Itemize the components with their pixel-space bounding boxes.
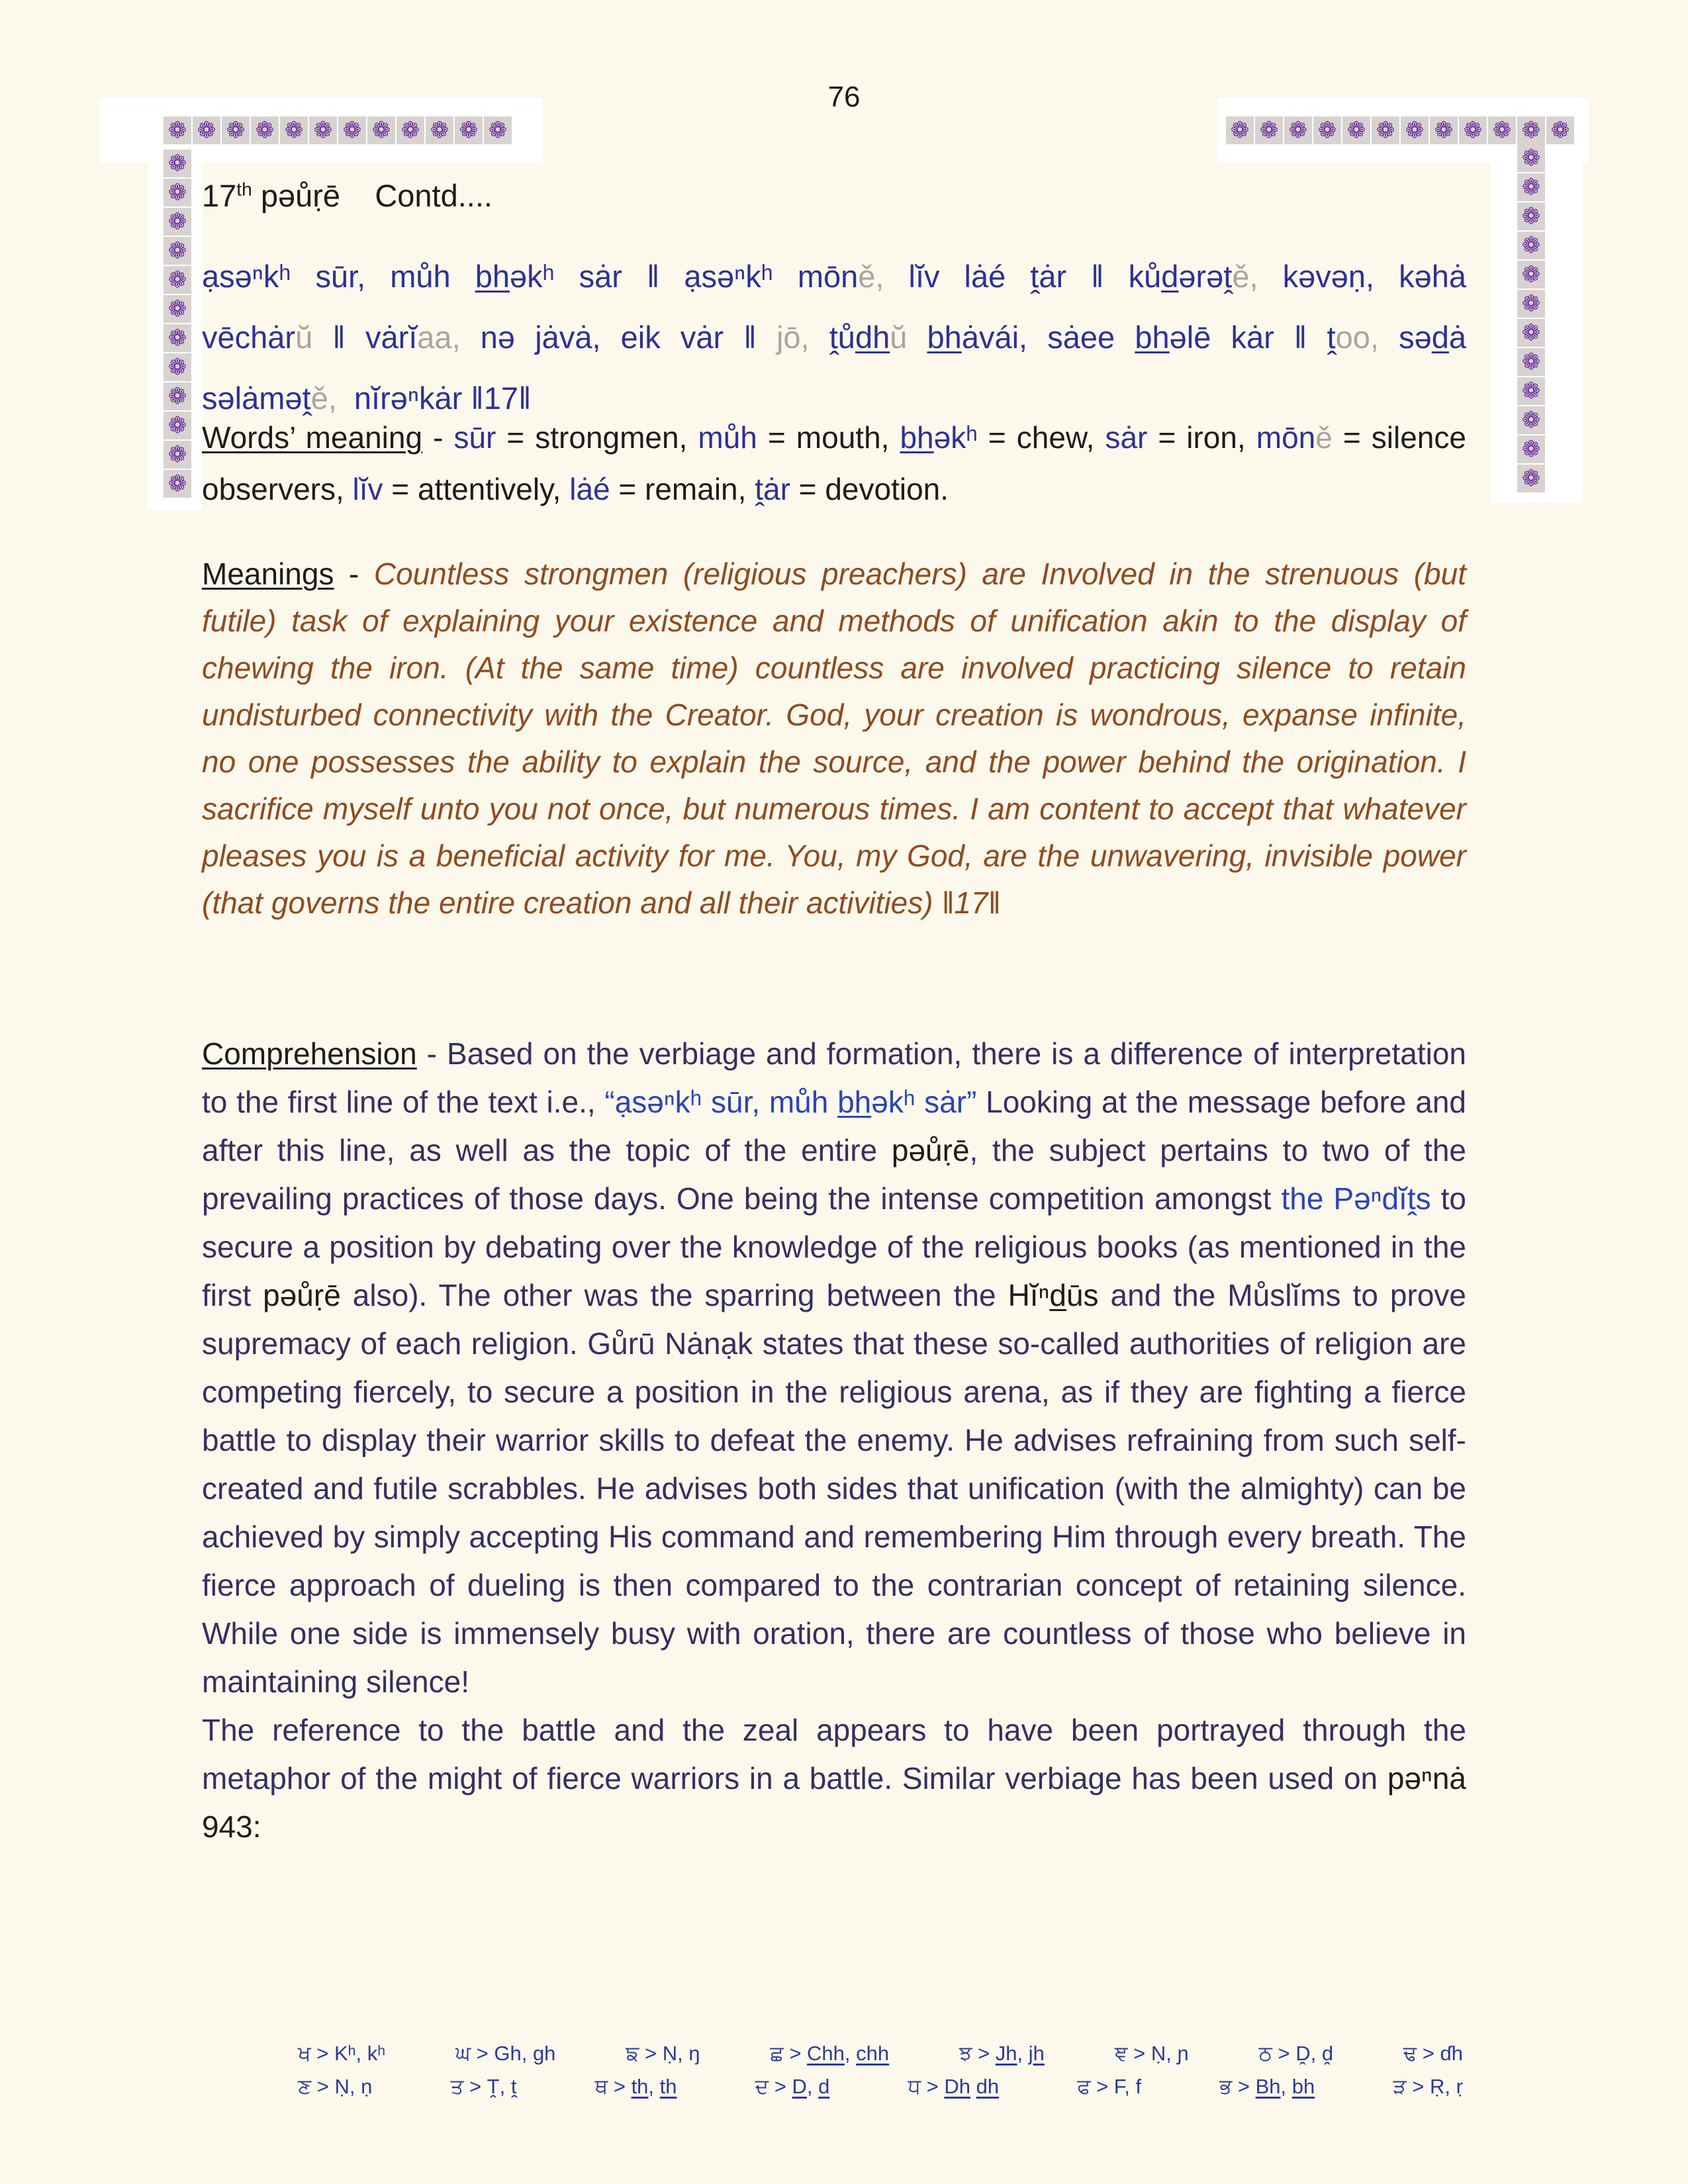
flower-icon: ❁: [1255, 116, 1283, 144]
letter-mapping: [770, 2037, 889, 2070]
flower-icon: ❁: [193, 116, 220, 144]
text-segment: ਖ > Kʰ, kʰ: [298, 2042, 386, 2065]
letter-mapping: [1077, 2070, 1141, 2103]
text-segment: pəⁿnȧ 943:: [202, 1761, 1466, 1844]
text-segment: əlē kȧr ‖ ṱ: [1169, 320, 1336, 355]
text-segment: ṱů: [809, 320, 855, 355]
flower-icon: ❁: [397, 116, 424, 144]
flower-icon: ❁: [164, 353, 191, 381]
text-segment: ě,: [858, 259, 884, 294]
text-segment: d: [1431, 320, 1449, 355]
text-segment: = chew,: [977, 420, 1105, 455]
text-segment: ਣ > Ṇ, ṇ: [298, 2075, 373, 2098]
text-segment: = strongmen,: [496, 420, 698, 455]
text-segment: ərəṱ: [1178, 259, 1233, 294]
ornament-strip-right: [1517, 144, 1545, 492]
text-segment: ਞ > Ṇ, ɲ: [1114, 2042, 1189, 2065]
flower-icon: ❁: [484, 116, 512, 144]
text-segment: ,: [844, 2042, 857, 2065]
text-segment: bh: [900, 420, 934, 455]
flower-icon: ❁: [164, 295, 191, 323]
text-segment: ਦ >: [755, 2075, 792, 2098]
text-segment: to secure a position by debating over the knowledge of the religious books (as mentioned in the first: [202, 1181, 1466, 1312]
text-segment: = attentively,: [383, 472, 570, 506]
flower-icon: ❁: [1313, 116, 1341, 144]
text-segment: ě,: [310, 381, 337, 416]
flower-icon: ❁: [164, 237, 191, 265]
flower-icon: ❁: [164, 179, 191, 206]
text-segment: ě,: [1232, 259, 1258, 294]
text-segment: ਛ >: [770, 2042, 808, 2065]
flower-icon: ❁: [1517, 377, 1545, 405]
text-segment: The reference to the battle and the zeal appears to have been portrayed through the metaphor of the might of fierce warriors in a battle. Similar verbiage has been used on: [202, 1713, 1466, 1796]
text-segment: Comprehension: [202, 1036, 417, 1071]
letter-mapping: [908, 2070, 1000, 2103]
text-segment: nĭrəⁿkȧr ‖17‖: [336, 381, 532, 416]
text-segment: ਫ > F, f: [1077, 2075, 1142, 2098]
text-segment: dh: [976, 2075, 1000, 2098]
text-segment: = devotion.: [790, 472, 949, 506]
flower-icon: ❁: [1372, 116, 1399, 144]
text-segment: Dh: [944, 2075, 970, 2098]
flower-icon: ❁: [1342, 116, 1370, 144]
flower-icon: ❁: [164, 470, 191, 498]
text-segment: ȧvái, sȧee: [961, 320, 1135, 355]
gurbani-line: [202, 307, 1466, 368]
letter-mapping: [1403, 2037, 1463, 2070]
text-segment: Hĭⁿ: [1008, 1278, 1050, 1312]
flower-icon: ❁: [164, 441, 191, 469]
text-segment: “ạsəⁿkʰ sūr, můh: [604, 1085, 838, 1119]
words-meaning-paragraph: [202, 412, 1466, 515]
text-segment: th: [236, 178, 252, 200]
flower-icon: ❁: [1517, 319, 1545, 347]
letter-mapping: [1393, 2070, 1463, 2103]
section-heading: [202, 177, 1466, 214]
text-segment: lȧé: [569, 472, 610, 506]
text-segment: 17: [202, 178, 237, 213]
flower-icon: ❁: [1401, 116, 1429, 144]
text-segment: sȧr: [1105, 420, 1148, 455]
text-segment: Countless strongmen (religious preachers) are Involved in the strenuous (but futile) task of explaining your existence and methods of unification akin to the display of chewing the iron. (At the same time) countless are involved practicing silence to retain undisturbed connectivity with the Creator. God, your creation is wondrous, expanse infinite, no one possesses the ability to explain the source, and the power behind the origination. I sacrifice myself unto you not once, but numerous times. I am content to accept that whatever pleases you is a beneficial activity for me. You, my God, are the unwavering, invisible power (that governs the entire creation and all their activities) ‖17‖: [202, 557, 1467, 920]
text-segment: ਧ >: [908, 2075, 945, 2098]
text-segment: ȧ: [1448, 320, 1466, 355]
comprehension-paragraph: [202, 1706, 1466, 1851]
letter-mapping: [1259, 2037, 1334, 2070]
flower-icon: ❁: [1546, 116, 1574, 144]
page-number: 76: [827, 81, 861, 113]
text-segment: bh: [837, 1085, 872, 1119]
letter-mapping: [455, 2037, 555, 2070]
text-segment: jh: [1028, 2042, 1045, 2065]
letter-mapping: [1115, 2037, 1189, 2070]
comprehension-section: [202, 1030, 1466, 1851]
flower-icon: ❁: [164, 383, 191, 410]
transliteration-key: [298, 2037, 1463, 2103]
letter-mapping: [1219, 2070, 1315, 2103]
text-segment: = remain,: [610, 472, 755, 506]
text-segment: ŭ: [295, 320, 313, 355]
text-segment: ਤ > Ṱ, ṱ: [450, 2075, 517, 2098]
ornament-strip-top-right: [1226, 116, 1574, 144]
gurbani-transliteration: [202, 246, 1466, 429]
flower-icon: ❁: [338, 116, 366, 144]
ornament-strip-left: [164, 150, 191, 498]
text-segment: ‖ vȧrĭ: [312, 320, 418, 355]
text-segment: - Based on the verbiage and formation, there is a difference of interpretation to the first line of the text i.e.,: [202, 1036, 1466, 1119]
text-segment: jō,: [776, 320, 810, 355]
meanings-paragraph: [202, 551, 1466, 927]
flower-icon: ❁: [1517, 261, 1545, 289]
text-segment: ਠ > Ḓ, ḓ: [1258, 2042, 1334, 2065]
text-segment: pəůṛē: [263, 1278, 341, 1312]
letter-mapping: [298, 2070, 372, 2103]
text-segment: vēchȧr: [202, 320, 296, 355]
flower-icon: ❁: [222, 116, 250, 144]
flower-icon: ❁: [426, 116, 453, 144]
flower-icon: ❁: [164, 116, 191, 144]
flower-icon: ❁: [164, 150, 191, 177]
text-segment: d: [818, 2075, 830, 2098]
text-segment: bh: [927, 320, 962, 355]
text-segment: mōn: [1256, 420, 1316, 455]
text-segment: th: [631, 2075, 649, 2098]
comprehension-paragraph: [202, 1030, 1466, 1706]
text-segment: ,: [648, 2075, 660, 2098]
flower-icon: ❁: [164, 412, 191, 439]
flower-icon: ❁: [280, 116, 308, 144]
text-segment: [340, 178, 375, 213]
flower-icon: ❁: [1517, 203, 1545, 230]
text-segment: [970, 2075, 976, 2098]
text-segment: = mouth,: [757, 420, 900, 455]
text-segment: ਥ >: [594, 2075, 632, 2098]
text-segment: bh: [1135, 320, 1170, 355]
text-segment: the Pəⁿdĭṱs: [1281, 1181, 1431, 1216]
letter-mapping: [595, 2070, 677, 2103]
flower-icon: ❁: [164, 324, 191, 352]
text-segment: ūs: [1066, 1278, 1099, 1312]
text-segment: [907, 320, 927, 355]
text-segment: ě: [1315, 420, 1333, 455]
text-segment: pəůṛē: [891, 1133, 970, 1167]
text-segment: pəůṛē: [252, 178, 341, 213]
text-segment: and the Můslĭms to prove supremacy of each religion. Gůrū Nȧnạk states that these so-called authorities of religion are competing fiercely, to secure a position in the religious arena, as if they are fighting a fierce battle to display their warrior skills to defeat the enemy. He advises refraining from such self-created and futile scrabbles. He advises both sides that unification (with the almighty) can be achieved by simply accepting His command and remembering Him through every breath. The fierce approach of dueling is then compared to the contrarian concept of retaining silence. While one side is immensely busy with oration, there are countless of those who believe in maintaining silence!: [202, 1278, 1466, 1699]
letter-mapping: [755, 2070, 830, 2103]
transliteration-key-row: [298, 2037, 1463, 2070]
text-segment: nə jȧvȧ, eik vȧr ‖: [460, 320, 776, 355]
text-segment: Meanings: [202, 557, 334, 591]
flower-icon: ❁: [1517, 348, 1545, 376]
text-segment: kəvəṇ, kəhȧ: [1258, 259, 1466, 294]
flower-icon: ❁: [367, 116, 395, 144]
text-segment: ạsəⁿkʰ sūr, můh: [202, 259, 475, 294]
text-segment: -: [334, 557, 374, 591]
text-segment: Looking at the message before and after this line, as well as the topic of the entire: [202, 1085, 1466, 1167]
ornament-strip-top-left: [164, 116, 512, 144]
text-segment: th: [659, 2075, 677, 2098]
flower-icon: ❁: [1430, 116, 1458, 144]
flower-icon: ❁: [1517, 144, 1545, 172]
text-segment: chh: [856, 2042, 890, 2065]
text-segment: ਢ > ɗh: [1403, 2042, 1463, 2065]
flower-icon: ❁: [1488, 116, 1516, 144]
flower-icon: ❁: [455, 116, 483, 144]
letter-mapping: [298, 2037, 385, 2070]
text-segment: = iron,: [1147, 420, 1256, 455]
flower-icon: ❁: [309, 116, 337, 144]
text-segment: lĭv: [352, 472, 383, 506]
text-segment: sūr: [453, 420, 496, 455]
text-segment: Words’ meaning: [202, 420, 423, 455]
flower-icon: ❁: [1517, 116, 1545, 144]
text-segment: Jh: [995, 2042, 1017, 2065]
flower-icon: ❁: [1284, 116, 1312, 144]
gurbani-line: [202, 246, 1466, 307]
text-segment: ṱȧr: [755, 472, 790, 506]
text-segment: ਭ >: [1219, 2075, 1256, 2098]
text-segment: aa,: [417, 320, 461, 355]
text-segment: ਝ >: [959, 2042, 996, 2065]
flower-icon: ❁: [1517, 435, 1545, 463]
flower-icon: ❁: [1517, 465, 1545, 492]
flower-icon: ❁: [1226, 116, 1254, 144]
flower-icon: ❁: [1517, 290, 1545, 318]
text-segment: Bh: [1255, 2075, 1281, 2098]
text-segment: bh: [1291, 2075, 1315, 2098]
flower-icon: ❁: [164, 266, 191, 294]
text-segment: ੜ > Ṛ, ṛ: [1393, 2075, 1463, 2098]
flower-icon: ❁: [1517, 232, 1545, 259]
text-segment: d: [1049, 1278, 1066, 1312]
text-segment: əkʰ sȧr ‖ ạsəⁿkʰ mōn: [509, 259, 859, 294]
text-segment: dh: [855, 320, 890, 355]
letter-mapping: [959, 2037, 1045, 2070]
text-segment: əkʰ sȧr”: [871, 1085, 977, 1119]
text-segment: můh: [698, 420, 757, 455]
text-segment: , the subject pertains to two of the prevailing practices of those days. One being the intense competition amongst: [202, 1133, 1467, 1216]
text-segment: -: [422, 420, 454, 455]
text-segment: ,: [1017, 2042, 1029, 2065]
text-segment: d: [1161, 259, 1179, 294]
text-segment: oo,: [1335, 320, 1379, 355]
text-segment: bh: [475, 259, 510, 294]
text-segment: ਘ > Gh, gh: [455, 2042, 556, 2065]
text-segment: sə: [1378, 320, 1432, 355]
letter-mapping: [451, 2070, 517, 2103]
text-segment: Chh: [807, 2042, 845, 2065]
flower-icon: ❁: [1517, 173, 1545, 201]
flower-icon: ❁: [164, 208, 191, 236]
text-segment: lĭv lȧé ṱȧr ‖ ků: [884, 259, 1162, 294]
text-segment: = silence observers,: [202, 420, 1466, 506]
text-segment: əkʰ: [933, 420, 978, 455]
flower-icon: ❁: [1517, 406, 1545, 434]
text-segment: also). The other was the sparring between the: [340, 1278, 1008, 1312]
text-segment: D: [792, 2075, 807, 2098]
flower-icon: ❁: [1459, 116, 1487, 144]
letter-mapping: [626, 2037, 700, 2070]
text-segment: ŭ: [890, 320, 908, 355]
text-segment: ,: [1280, 2075, 1292, 2098]
text-segment: ,: [806, 2075, 819, 2098]
flower-icon: ❁: [251, 116, 279, 144]
text-segment: ਙ > Ṇ, ŋ: [626, 2042, 700, 2065]
transliteration-key-row: [298, 2070, 1463, 2103]
text-segment: səlȧməṱ: [202, 381, 311, 416]
text-segment: Contd....: [375, 178, 492, 213]
